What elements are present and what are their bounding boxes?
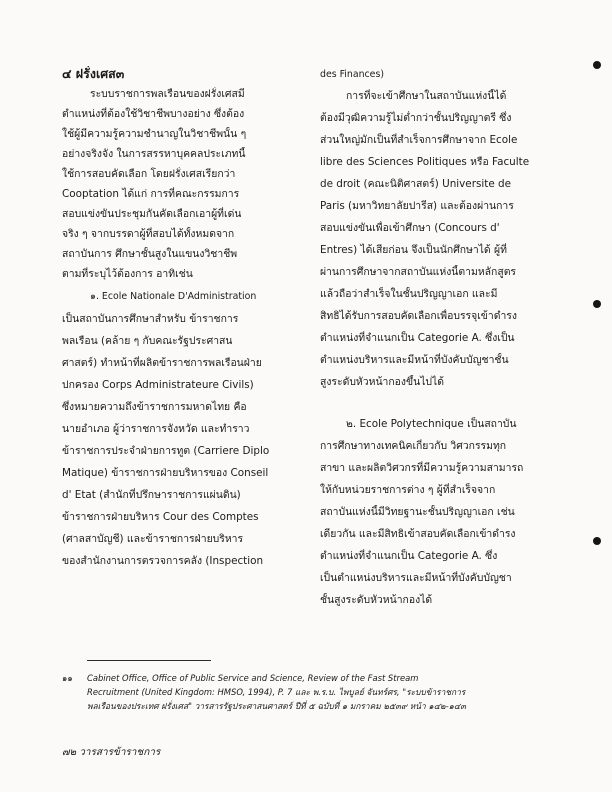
footnote-rule — [87, 660, 211, 661]
text-line: นายอำเภอ ผู้ว่าราชการจังหวัด และทำราว — [62, 423, 250, 435]
text-line: แล้วถือว่าสำเร็จในชั้นปริญญาเอก และมี — [320, 288, 498, 300]
binder-hole-middle — [593, 300, 601, 308]
text-line: (ศาลสาบัญชี) และข้าราชการฝ่ายบริหาร — [62, 533, 244, 545]
text-line: ข้าราชการฝ่ายบริหาร Cour des Comptes — [62, 511, 259, 523]
text-line: เป็นสถาบันการศึกษาสำหรับ ข้าราชการ — [62, 313, 239, 325]
text-line: พลเรือน (คล้าย ๆ กับคณะรัฐประศาสน — [62, 335, 233, 347]
text-line: ปกครอง Corps Administrateure Civils) — [62, 379, 254, 391]
text-line: สถาบันการ ศึกษาชั้นสูงในแขนงวิชาชีพ — [62, 248, 238, 260]
footnote-marker: ๑๑ — [62, 673, 73, 683]
section-heading: ๔ ฝรั่งเศส๓ — [62, 66, 125, 81]
text-line: Cooptation ได้แก่ การที่คณะกรรมการ — [62, 188, 240, 200]
text-line: ตำแหน่งที่จำแนกเป็น Categorie A. ซึ่งเป็น — [320, 332, 515, 344]
text-line: ตำแหน่งบริหารและมีหน้าที่บังคับบัญชาชั้น — [320, 354, 509, 366]
text-line: ของสำนักงานการตรวจการคลัง (Inspection — [62, 555, 264, 567]
item-heading: ๑. Ecole Nationale D'Administration — [90, 291, 257, 302]
text-line: ตำแหน่งที่ต้องใช้วิชาชีพบางอย่าง ซึ่งต้อง — [62, 108, 245, 120]
text-line: ข้าราชการประจำฝ่ายการทูต (Carriere Diplo — [62, 445, 270, 457]
text-line: สาขา และผลิตวิศวกรที่มีความรู้ความสามารถ — [320, 462, 524, 474]
text-line: ชั้นสูงระดับหัวหน้ากองได้ — [320, 594, 433, 606]
text-line: เดียวกัน และมีสิทธิเข้าสอบคัดเลือกเข้าดำรง — [320, 528, 516, 540]
footnote-line: พลเรือนของประเทศ ฝรั่งเศส" วารสารรัฐประศาสนศาสตร์ ปีที่ ๕ ฉบับที่ ๑ มกราคม ๒๕๓๙ หน้า ๑๔๒-๑๔๓ — [87, 701, 466, 711]
text-line: อย่างจริงจัง ในการสรรหาบุคคลประเภทนี้ — [62, 148, 246, 160]
text-line: สิทธิได้รับการสอบคัดเลือกเพื่อบรรจุเข้าดำรง — [320, 310, 517, 322]
text-line: ผ่านการศึกษาจากสถาบันแห่งนี้ตามหลักสูตร — [320, 266, 517, 278]
text-line: Entres) ได้เสียก่อน จึงเป็นนักศึกษาได้ ผู้ที่ — [320, 244, 507, 256]
text-line: การที่จะเข้าศึกษาในสถาบันแห่งนี้ได้ — [346, 90, 507, 102]
text-line: ซึ่งหมายความถึงข้าราชการมหาดไทย คือ — [62, 401, 247, 413]
text-line: ตำแหน่งที่จำแนกเป็น Categorie A. ซึ่ง — [320, 550, 498, 562]
text-line: สอบแข่งขันเพื่อเข้าศึกษา (Concours d' — [320, 222, 500, 234]
page-folio: ๗๒ วารสารข้าราชการ — [62, 747, 161, 758]
text-line: ระบบราชการพลเรือนของฝรั่งเศสมี — [90, 88, 245, 100]
text-line: ใช้ผู้มีความรู้ความชำนาญในวิชาชีพนั้น ๆ — [62, 128, 247, 140]
text-line: ตามที่ระบุไว้ต้องการ อาทิเช่น — [62, 268, 193, 280]
binder-hole-top — [593, 61, 601, 69]
footnote-line: Recruitment (United Kingdom: HMSO, 1994), P. 7 และ พ.ร.บ. ไพบูลย์ จันทร์ศร, "ระบบข้าราชการ — [87, 687, 466, 697]
text-line: การศึกษาทางเทคนิคเกี่ยวกับ วิศวกรรมทุก — [320, 440, 507, 452]
text-line: จริง ๆ จากบรรดาผู้ที่สอบได้ทั้งหมดจาก — [62, 228, 235, 240]
text-line: de droit (คณะนิติศาสตร์) Universite de — [320, 178, 512, 190]
continued-text: des Finances) — [320, 69, 384, 80]
text-line: ส่วนใหญ่มักเป็นที่สำเร็จการศึกษาจาก Ecole — [320, 134, 518, 146]
text-line: ต้องมีวุฒิความรู้ไม่ต่ำกว่าชั้นปริญญาตรี ซึ่ง — [320, 112, 512, 124]
text-line: ศาสตร์) ทำหน้าที่ผลิตข้าราชการพลเรือนฝ่าย — [62, 357, 262, 369]
item-heading: ๒. Ecole Polytechnique เป็นสถาบัน — [346, 418, 517, 430]
text-line: สอบแข่งขันประชุมกันคัดเลือกเอาผู้ที่เด่น — [62, 208, 242, 220]
text-line: libre des Sciences Politiques หรือ Faculte — [320, 156, 530, 168]
text-line: Matique) ข้าราชการฝ่ายบริหารของ Conseil — [62, 467, 269, 479]
text-line: d' Etat (สำนักที่ปรึกษาราชการแผ่นดิน) — [62, 489, 241, 501]
text-line: ให้กับหน่วยราชการต่าง ๆ ผู้ที่สำเร็จจาก — [320, 484, 496, 496]
text-line: เป็นตำแหน่งบริหารและมีหน้าที่บังคับบัญชา — [320, 572, 512, 584]
text-line: สถาบันแห่งนี้มีวิทยฐานะชั้นปริญญาเอก เช่น — [320, 506, 515, 518]
text-line: Paris (มหาวิทยาลัยปารีส) และต้องผ่านการ — [320, 200, 514, 212]
binder-hole-bottom — [593, 537, 601, 545]
text-line: ใช้การสอบคัดเลือก โดยฝรั่งเศสเรียกว่า — [62, 168, 236, 180]
footnote-line: Cabinet Office, Office of Public Service and Science, Review of the Fast Stream — [87, 673, 419, 683]
text-line: สูงระดับหัวหน้ากองขึ้นไปได้ — [320, 376, 444, 388]
